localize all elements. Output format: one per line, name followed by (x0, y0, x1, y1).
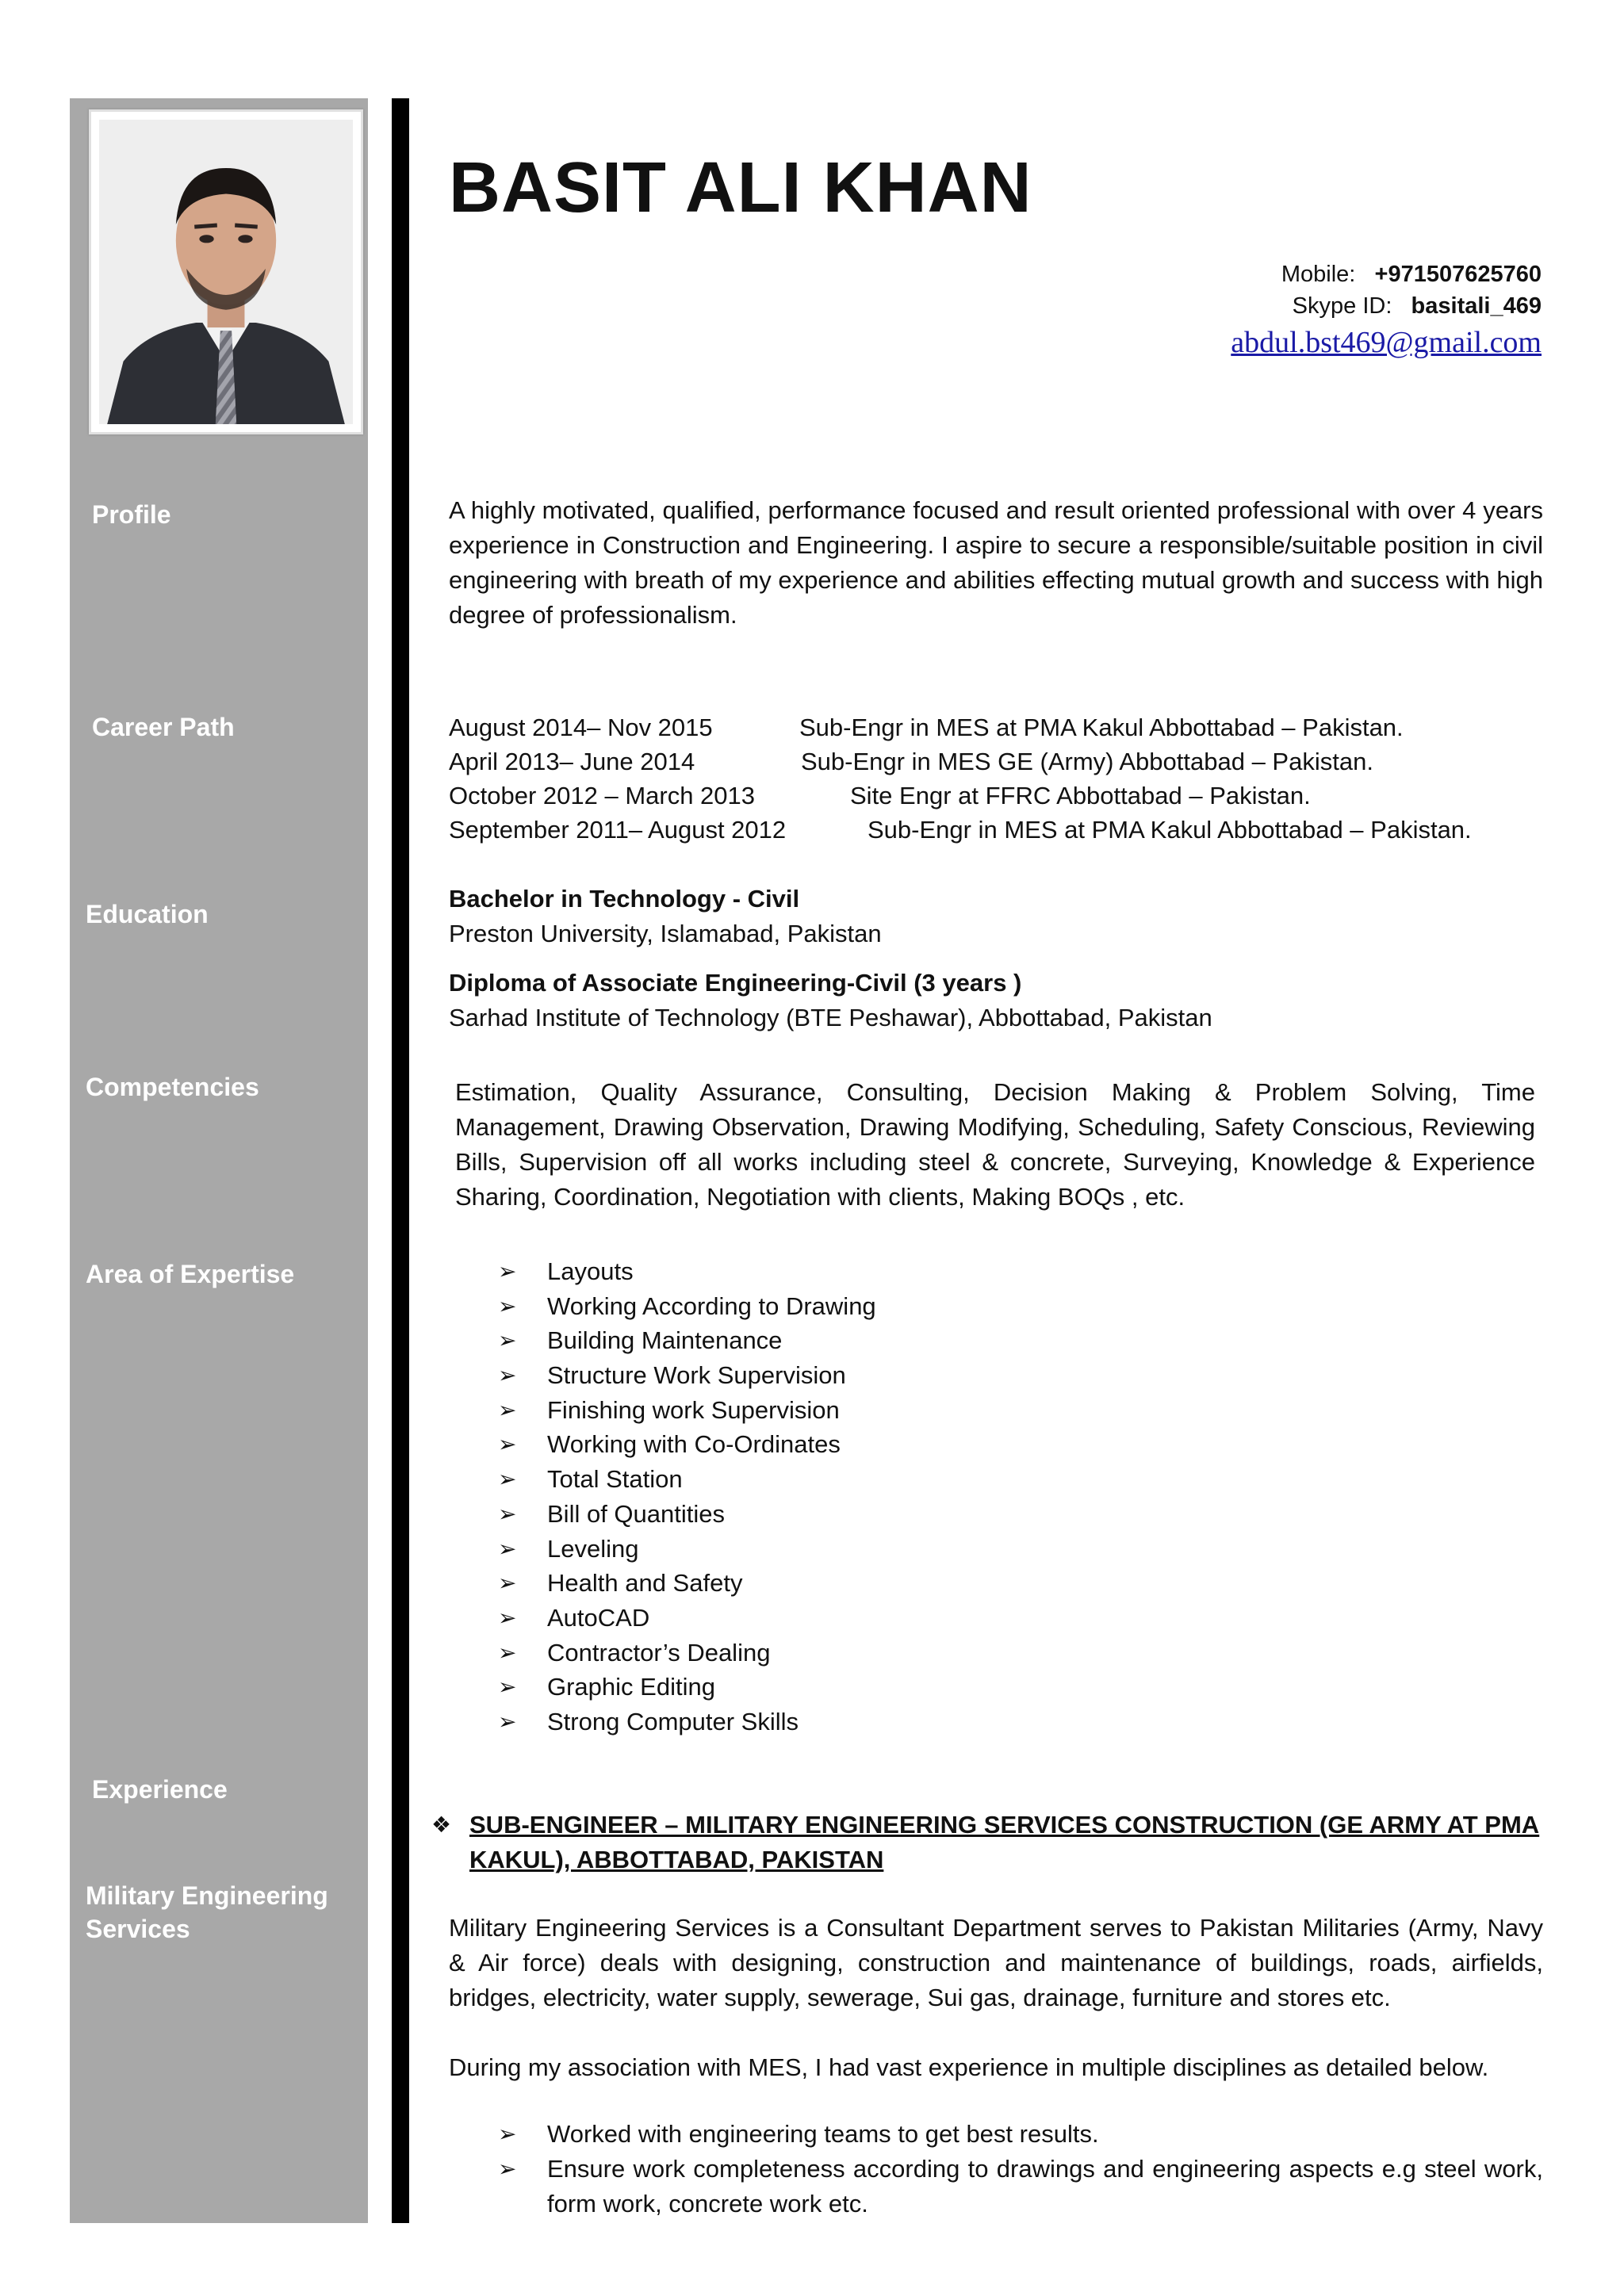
career-period: September 2011– August 2012 (449, 816, 787, 844)
competencies-text: Estimation, Quality Assurance, Consulting, Decision Making & Problem Solving, Time Management, Drawing Observation, Drawing Modifying, Scheduling, Safety Conscious, Reviewing Bills, Supervision off all works including steel & concrete, Surveying, Knowledge & Experience Sharing, Coordination, Negotiation with clients, Making BOQs , etc. (455, 1078, 1535, 1211)
list-item: ➢ Bill of Quantities (449, 1497, 1543, 1532)
education-degree: Diploma of Associate Engineering-Civil (3 years ) (449, 969, 1022, 997)
section-label-education: Education (86, 900, 209, 928)
skype-id: basitali_469 (1411, 293, 1542, 319)
list-item: ➢ Working According to Drawing (449, 1289, 1543, 1324)
mobile-row (1231, 258, 1542, 290)
experience-title: SUB-ENGINEER – MILITARY ENGINEERING SERVICES CONSTRUCTION (GE ARMY AT PMA KAKUL), ABBOTTABAD, PAKISTAN (469, 1811, 1540, 1873)
list-item: ➢ Leveling (449, 1532, 1543, 1567)
candidate-name: BASIT ALI KHAN (449, 148, 1032, 228)
portrait-image (99, 120, 353, 424)
arrow-bullet-icon: ➢ (498, 1571, 517, 1596)
list-item: ➢ Worked with engineering teams to get best results. (449, 2117, 1543, 2152)
career-period: August 2014– Nov 2015 (449, 714, 713, 741)
arrow-bullet-icon: ➢ (498, 2122, 517, 2146)
arrow-bullet-icon: ➢ (498, 1709, 517, 1734)
expertise-list-wrapper (449, 1254, 1543, 1739)
list-item: ➢ Health and Safety (449, 1566, 1543, 1601)
list-item: ➢ Strong Computer Skills (449, 1705, 1543, 1739)
arrow-bullet-icon: ➢ (498, 1432, 517, 1457)
arrow-bullet-icon: ➢ (498, 1536, 517, 1561)
list-item: ➢ Total Station (449, 1462, 1543, 1497)
list-item: ➢ Building Maintenance (449, 1323, 1543, 1358)
profile-photo-frame (89, 109, 363, 434)
education-institution: Sarhad Institute of Technology (BTE Peshawar), Abbottabad, Pakistan (449, 1004, 1212, 1031)
skype-label: Skype ID: (1292, 293, 1392, 319)
experience-heading (431, 1808, 1543, 1877)
arrow-bullet-icon: ➢ (498, 2156, 517, 2181)
career-row (449, 813, 1543, 847)
diamond-bullet-icon: ❖ (431, 1812, 452, 1837)
education-institution: Preston University, Islamabad, Pakistan (449, 920, 882, 947)
list-item: ➢ Ensure work completeness according to drawings and engineering aspects e.g steel work, form work, concrete work etc. (449, 2152, 1543, 2221)
section-label-competencies: Competencies (86, 1073, 259, 1101)
career-period: October 2012 – March 2013 (449, 782, 756, 809)
section-label-experience: Experience (92, 1775, 228, 1804)
list-item: ➢ Graphic Editing (449, 1670, 1543, 1705)
list-item: ➢ Working with Co-Ordinates (449, 1427, 1543, 1462)
expertise-list (449, 1254, 1543, 1739)
list-item: ➢ Layouts (449, 1254, 1543, 1289)
career-row (449, 744, 1543, 779)
career-role: Sub-Engr in MES at PMA Kakul Abbottabad – Pakistan. (868, 816, 1472, 844)
section-label-career-path: Career Path (92, 713, 235, 741)
experience-description: Military Engineering Services is a Consultant Department serves to Pakistan Militaries (Army, Navy & Air force) deals with designing, construction and maintenance of buildings, roads, airfields, bridges, electricity, water supply, sewerage, Sui gas, drainage, furniture and stores etc. (449, 1914, 1543, 2011)
education-degree: Bachelor in Technology - Civil (449, 885, 800, 913)
mobile-label: Mobile: (1281, 262, 1356, 287)
list-item: ➢ Finishing work Supervision (449, 1393, 1543, 1428)
career-row (449, 779, 1543, 813)
arrow-bullet-icon: ➢ (498, 1259, 517, 1284)
section-label-area-of-expertise: Area of Expertise (86, 1260, 295, 1288)
career-period: April 2013– June 2014 (449, 748, 695, 775)
contact-block (1231, 258, 1542, 358)
vertical-divider (392, 98, 409, 2223)
arrow-bullet-icon: ➢ (498, 1293, 517, 1318)
arrow-bullet-icon: ➢ (498, 1363, 517, 1388)
arrow-bullet-icon: ➢ (498, 1501, 517, 1526)
career-row (449, 710, 1543, 744)
email-link[interactable]: abdul.bst469@gmail.com (1231, 326, 1542, 359)
arrow-bullet-icon: ➢ (498, 1467, 517, 1492)
career-role: Sub-Engr in MES GE (Army) Abbottabad – Pakistan. (801, 748, 1373, 775)
mobile-number: +971507625760 (1374, 262, 1542, 287)
arrow-bullet-icon: ➢ (498, 1674, 517, 1700)
arrow-bullet-icon: ➢ (498, 1640, 517, 1665)
list-item: ➢ Contractor’s Dealing (449, 1636, 1543, 1670)
list-item: ➢ AutoCAD (449, 1601, 1543, 1636)
education-list (449, 882, 1543, 1035)
career-role: Site Engr at FFRC Abbottabad – Pakistan. (850, 782, 1311, 809)
section-label-profile: Profile (92, 500, 171, 529)
arrow-bullet-icon: ➢ (498, 1328, 517, 1353)
experience-association: During my association with MES, I had vast experience in multiple disciplines as detailed below. (449, 2053, 1489, 2081)
skype-row (1231, 290, 1542, 322)
arrow-bullet-icon: ➢ (498, 1397, 517, 1422)
experience-bullets-wrapper (449, 2117, 1543, 2221)
profile-text: A highly motivated, qualified, performance focused and result oriented professional with over 4 years experience in Construction and Engineering. I aspire to secure a responsible/suitable position in civil engineering with breath of my experience and abilities effecting mutual growth and success with high degree of professionalism. (449, 496, 1543, 629)
career-path-list (449, 710, 1543, 847)
section-label-mes: Military Engineering Services (86, 1881, 328, 1943)
list-item: ➢ Structure Work Supervision (449, 1358, 1543, 1393)
arrow-bullet-icon: ➢ (498, 1605, 517, 1630)
career-role: Sub-Engr in MES at PMA Kakul Abbottabad – Pakistan. (799, 714, 1404, 741)
experience-bullets (449, 2117, 1543, 2221)
profile-photo (99, 120, 353, 424)
